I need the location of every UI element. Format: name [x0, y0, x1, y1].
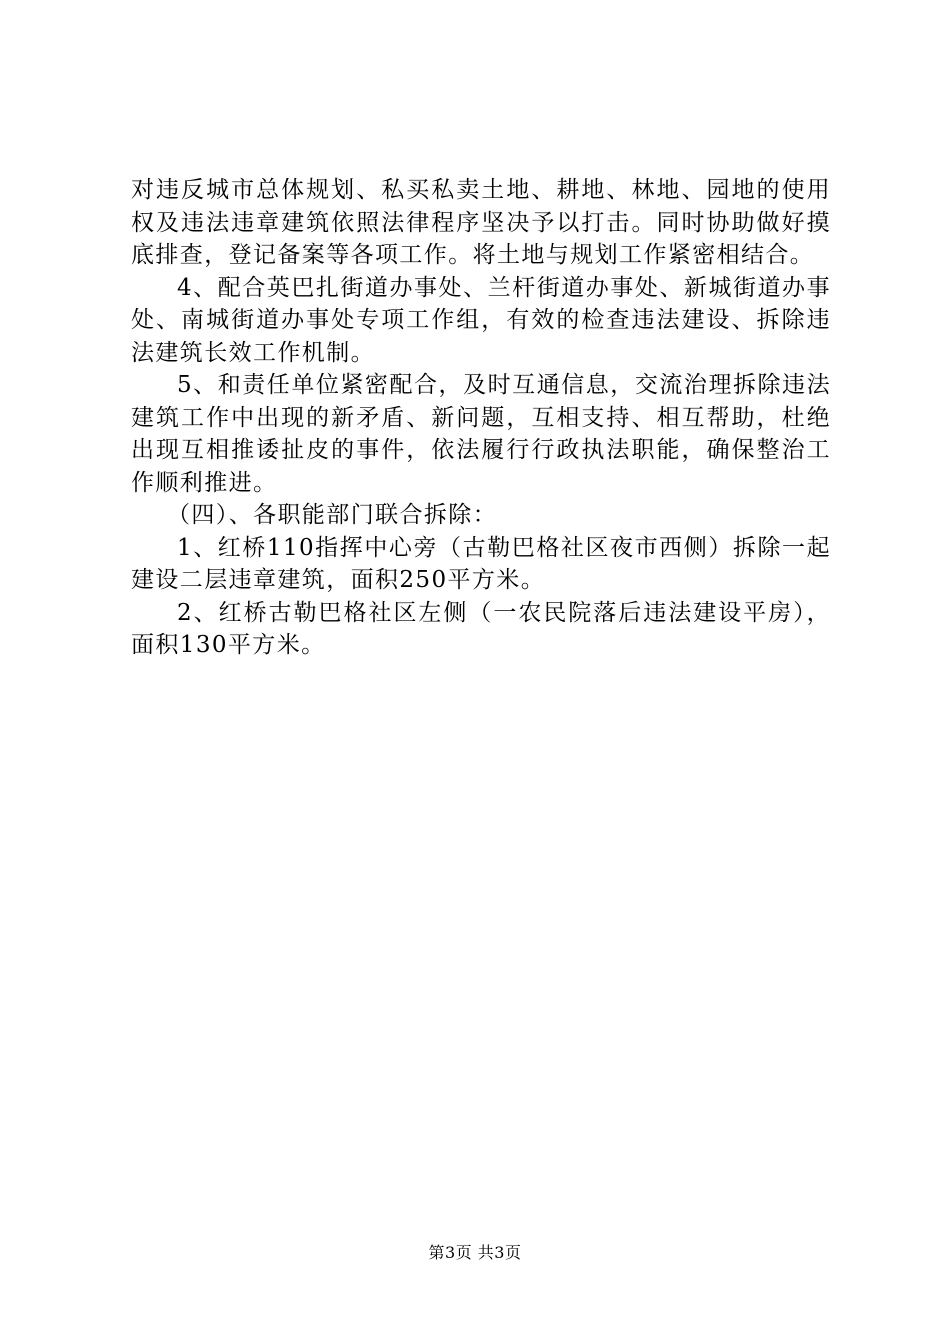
paragraph-continuation: 对违反城市总体规划、私买私卖土地、耕地、林地、园地的使用权及违法违章建筑依照法律程序坚决予以打击。同时协助做好摸底排查，登记备案等各项工作。将土地与规划工作紧密相结合。 [131, 177, 831, 268]
paragraph-item-5: 5、和责任单位紧密配合，及时互通信息，交流治理拆除违法建筑工作中出现的新矛盾、新问题，互相支持、相互帮助，杜绝出现互相推诿扯皮的事件，依法履行行政执法职能，确保整治工作顺利推进。 [131, 372, 831, 496]
page-number-label: 第3页 共3页 [428, 1243, 522, 1262]
document-body [131, 174, 831, 662]
paragraph-demolition-2: 2、红桥古勒巴格社区左侧（一农民院落后违法建设平房），面积130平方米。 [131, 599, 831, 658]
section-heading-4: （四）、各职能部门联合拆除： [167, 502, 498, 528]
paragraph-item-4: 4、配合英巴扎街道办事处、兰杆街道办事处、新城街道办事处、南城街道办事处专项工作组，有效的检查违法建设、拆除违法建筑长效工作机制。 [131, 274, 831, 366]
paragraph-demolition-1: 1、红桥110指挥中心旁（古勒巴格社区夜市西侧）拆除一起建设二层违章建筑，面积250平方米。 [131, 534, 831, 593]
page-footer [0, 1243, 950, 1263]
